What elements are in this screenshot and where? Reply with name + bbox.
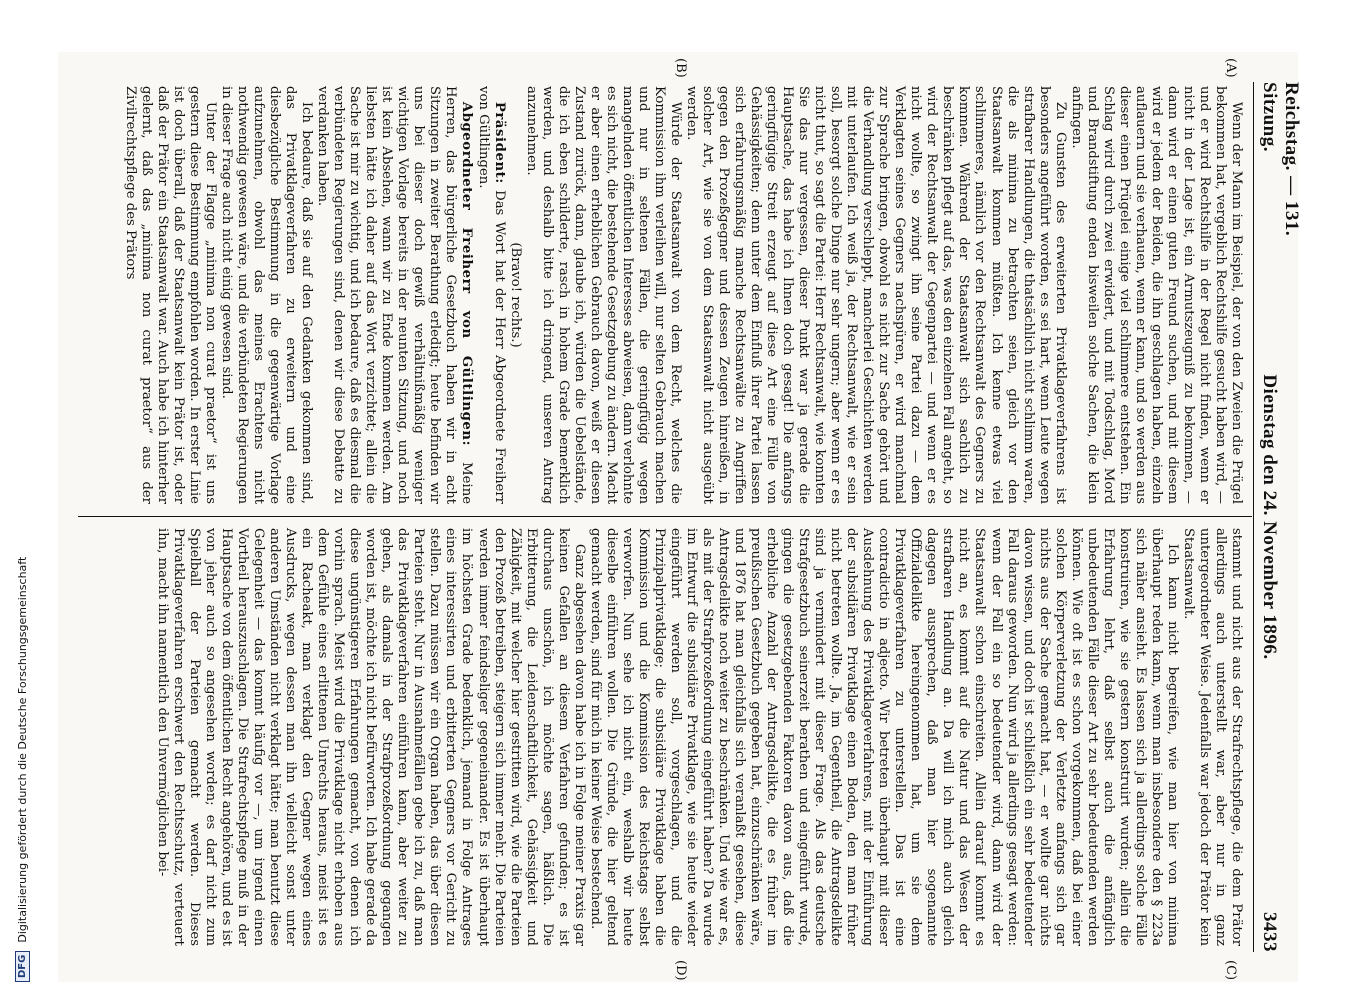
dfg-logo: DFG — [15, 951, 30, 982]
left-column — [122, 86, 1244, 504]
column-divider — [78, 516, 1252, 517]
funding-footer-rotated — [8, 52, 36, 982]
header-date: Dienstag den 24. November 1896. — [1259, 374, 1280, 660]
speaker-paragraph — [314, 86, 474, 504]
speaker-paragraph — [475, 86, 507, 504]
margin-mark-a: (A) — [1223, 58, 1238, 78]
page-number: 3433 — [1259, 912, 1280, 952]
paragraph-text: Meine Herren, das bürgerliche Gesetzbuch haben wir in acht Sitzungen in zweiter Berathung erledigt; heute befinden wir uns bei dieser doch gewiß verhältnißmäßig weniger wichtigen Vorlage bereits in der neunten Sitzung, und noch ist kein Absehen, wann wir zu Ende kommen werden. Am liebsten hätte ich daher auf das Wort verzichtet; allein die Sache ist mir zu wichtig, und ich bedaure, daß es diesmal die verbündeten Regierungen sind, denen wir diese Debatte zu verdanken haben. — [315, 86, 475, 504]
paragraph: Unter der Flagge „minima non curat praetor“ ist uns gestern diese Bestimmung empfohlen worden. In erster Linie ist doch überall, daß der Staatsanwalt kein Prätor ist, oder daß der Prätor ein Staatsanwalt war. Auch habe ich hinterher gelernt, daß das „minima non curat praetor“ aus der Zivilrechtspflege des Prätors — [122, 86, 218, 504]
paragraph: stammt und nicht aus der Strafrechtspflege, die dem Prätor allerdings auch unterstellt war, aber nur in ganz untergeordneter Weise. Jedenfalls war jedoch der Prätor kein Staatsanwalt. — [1180, 528, 1244, 946]
paragraph: Zu Gunsten des erweiterten Privatklageverfahrens ist besonders angeführt worden, es sei hart, wenn Leute wegen strafbarer Handlungen, die thatsächlich nicht schlimm waren, die als minima zu betrachten seien, gleich vor den Staatsanwalt kommen müßten. Ich kenne etwas viel schlimmeres, nämlich vor den Rechtsanwalt des Gegners zu kommen. Während der Staatsanwalt sich sachlich zu beschränken pflegt auf das, was den einzelnen Fall angeht, so wird der Rechtsanwalt der Gegenpartei — und wenn er es nicht wollte, so zwingt ihn seine Partei dazu — dem Verklagten seines Gegners nachspüren, er wird manchmal zur Sprache bringen, obwohl es nicht zur Sache gehört und die Verhandlung verschleppt, mancherlei Geschichten werden mit unterlaufen. Ich weiß ja, der Rechtsanwalt, wie er sein soll, besorgt solche Dinge nur sehr ungern; aber wenn er es nicht thut, so sagt die Partei: Herr Rechtsanwalt, wie konnten Sie das nur vergessen, dieser Punkt war ja gerade die Hauptsache, das habe ich Ihnen doch gesagt! Die anfangs geringfügige Streit erzeugt auf diese Art eine Fülle von Gehässigkeiten; denn unter dem Einfluß ihrer Partei lassen sich erfahrungsmäßig manche Rechtsanwälte zu Angriffen gegen den Prozeßgegner und dessen Zeugen hinreißen, in solcher Art, wie sie von dem Staatsanwalt nicht ausgeübt werden. — [683, 86, 1068, 504]
speaker-president: Präsident: — [491, 101, 507, 184]
margin-mark-d: (D) — [673, 960, 688, 981]
paragraph: Ich kann nicht begreifen, wie man hier von minima überhaupt reden kann, wenn man insbesondere den § 223a sich näher ansieht. Es lassen sich ja allerdings solche Fälle konstruiren, wie sie gestern konstruirt wurden; allein die Erfahrung lehrt, daß selbst auch die anfänglich unbedeutenden Fälle dieser Art zu sehr bedeutenden werden können. Wie oft ist es schon vorgekommen, daß bei einer solchen Körperverletzung der Verletzte anfangs sich gar nichts aus der Sache gemacht hat, — er wollte gar nichts davon wissen, und doch ist schließlich ein sehr bedeutender Fall daraus geworden. Nun wird ja allerdings gesagt werden: wenn der Fall ein so bedeutender wird, dann wird der Staatsanwalt schon einschreiten. Allein darauf kommt es nicht an, es kommt auf die Natur und das Wesen der strafbaren Handlung an. Da will ich mich auch gleich dagegen aussprechen, daß man hier sogenannte Offizialdelikte hereingenommen hat, um sie dem Privatklageverfahren zu unterstellen. Das ist eine contradictio in adjecto. Wir betreten überhaupt mit dieser Ausdehnung des Privatklageverfahrens, mit der Einführung der subsidiären Privatklage einen Boden, den man früher nicht betreten wollte. Ja, im Gegentheil, die Antragsdelikte sind ja vermindert mit dieser Frage. Als das deutsche Strafgesetzbuch seinerzeit berathen und eingeführt wurde, gingen die gesetzgebenden Faktoren davon aus, daß die erhebliche Anzahl der Antragsdelikte, die es früher im preußischen Gesetzbuch gegeben hat, einzuschränken wäre, und 1876 hat man gleichfalls sich veranlaßt gesehen, diese Antragsdelikte noch weiter zu beschränken. Und wie war es, als mit der Strafprozeßordnung eingeführt haben? Da wurde im Entwurf die subsidiäre Privatklage, wie sie heute wieder eingeführt werden soll, vorgeschlagen, und die Prinzipalprivatklage; die subsidiäre Privatklage haben die Kommission und die Kommission des Reichstags selbst verworfen. Nun sehe ich nicht ein, weshalb wir heute dieselbe einführen wollen. Die Gründe, die hier geltend gemacht werden, sind für mich in keiner Weise bestechend. — [587, 528, 1180, 946]
paragraph-text: Das Wort hat der Herr Abgeordnete Freiherr von Gültlingen. — [475, 86, 507, 504]
speaker-gueltlingen: Abgeordneter Freiherr von Gültlingen: — [459, 101, 475, 447]
scanned-page — [58, 52, 1302, 982]
paragraph: Wenn der Mann im Beispiel, der von den Zweien die Prügel bekommen hat, vergeblich Rechtshilfe gesucht haben wird, — und er wird Rechtshilfe in der Regel nicht finden, wenn er nicht in der Lage ist, ein Armutszeugniß zu bekommen, — dann wird er einen guten Freund suchen, und mit diesem wird er jedem der Beiden, die ihn geschlagen haben, einzeln auflauern und sie verhauen, wenn er kann, und so werden aus dieser einen Prügelei einige viel schlimmere entstehen. Ein Schlag wird durch zwei erwidert, und mit Todschlag, Mord und Brandstiftung enden bisweilen solche Sachen, die klein anfingen. — [1068, 86, 1244, 504]
header-session: Reichstag. — 131. Sitzung. — [1259, 82, 1302, 237]
applause-note: (Bravo! rechts.) — [507, 242, 523, 348]
right-column — [154, 528, 1244, 946]
paragraph: Würde der Staatsanwalt von dem Recht, welches die Kommission ihm verleihen will, nur selten Gebrauch machen und nur in seltenen Fällen, die geringfügig wegen mangelnden öffentlichen Interesses abweisen, dann verlohnte es sich nicht, die bestehende Gesetzgebung zu ändern. Macht er aber einen erheblichen Gebrauch davon, weiß er diesen Zustand zurück, dann, glaube ich, würden die Uebelstände, die ich eben schilderte, rasch in hohem Grade bemerklich werden, und deshalb bitte ich dringend, unseren Antrag anzunehmen. — [523, 86, 683, 504]
margin-mark-b: (B) — [673, 58, 688, 78]
header-rule — [1253, 82, 1254, 952]
running-header — [1258, 82, 1302, 952]
funding-footer — [8, 52, 36, 982]
page-content — [58, 52, 1302, 982]
paragraph: Ganz abgesehen davon habe ich in Folge meiner Praxis gar keinen Gefallen an diesem Verfahren gefunden; es ist durchaus unschön, ich möchte sagen, häßlich. Die Erbitterung, die Leidenschaftlichkeit, Gehässigkeit und Zähigkeit, mit welcher hier gestritten wird, wie die Parteien den Prozeß betreiben, steigern sich immer mehr. Die Parteien werden immer feindseliger gegeneinander. Es ist überhaupt im höchsten Grade bedenklich, jemand in Folge Antrages eines interessirten und erbitterten Gegners vor Gericht zu stellen. Dazu müssen wir ein Organ haben, das über diesen Parteien steht. Nur in Ausnahmefällen gebe ich zu, daß man das Privatklageverfahren einführen kann, aber weiter zu gehen, als damals in der Strafprozeßordnung gegangen worden ist, möchte ich nicht befürworten. Ich habe gerade da diese ungünstigeren Erfahrungen gemacht, von denen ich vorhin sprach. Meist wird die Privatklage nicht erhoben aus dem Gefühle eines erlittenen Unrechts heraus, meist ist es ein Racheakt, man verklagt den Gegner wegen eines Ausdrucks, wegen dessen man ihn vielleicht sonst unter anderen Umständen nicht verklagt hätte; man benutzt diese Gelegenheit — das kommt häufig vor —, um irgend einen Vortheil herauszuschlagen. Die Strafrechtspflege muß in der Hauptsache von dem öffentlichen Recht angehören, und es ist von jeher auch so angesehen worden; es darf nicht zum Spielball der Parteien gemacht werden. Dieses Privatklageverfahren erschwert den Rechtsschutz, verteuert ihn, macht ihn namentlich den Unvermöglichen bei- — [154, 528, 587, 946]
paragraph: Ich bedaure, daß sie auf den Gedanken gekommen sind, das Privatklageverfahren zu erweitern und eine diesbezügliche Bestimmung in die gegenwärtige Vorlage aufzunehmen, obwohl das meines Erachtens nicht nothwendig gewesen wäre, und die verbündeten Regierungen in dieser Frage auch nicht einig gewesen sind. — [219, 86, 315, 504]
funding-note: Digitalisierung gefördert durch die Deutsche Forschungsgemeinschaft — [15, 556, 29, 943]
margin-mark-c: (C) — [1223, 960, 1238, 981]
